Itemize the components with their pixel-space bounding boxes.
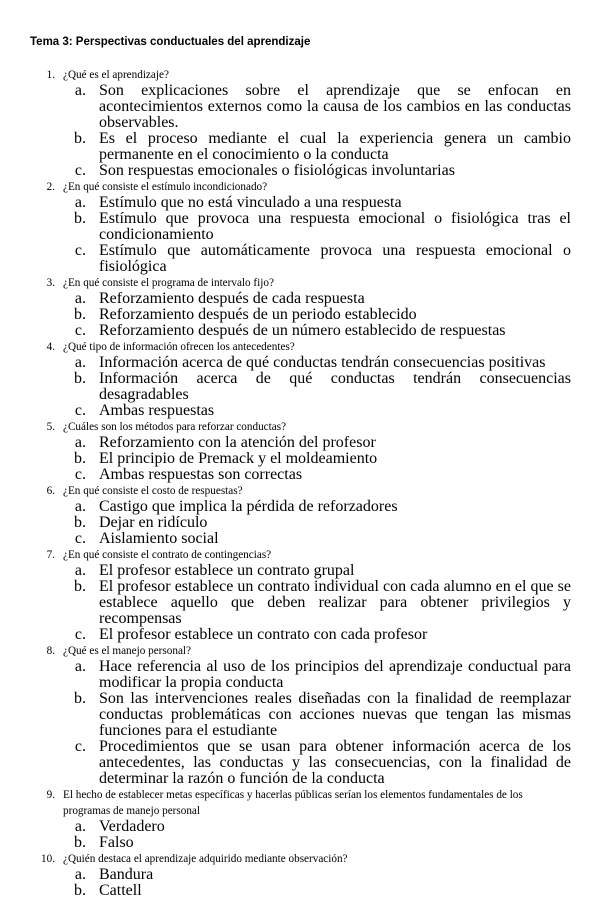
question-text: ¿Qué es el aprendizaje? [63,69,169,81]
question-item [30,419,571,435]
answer-letter: c. [74,402,86,419]
question-number: 6. [46,485,55,497]
answer-text: Son las intervenciones reales diseñadas con la finalidad de reemplazar conductas problemáticas con acciones nuevas que tengan las mismas funciones para el estudiante [99,690,571,739]
answer-text: Reforzamiento después de cada respuesta [99,290,365,307]
question-text: ¿En qué consiste el contrato de contingencias? [63,549,272,561]
answer-option [63,531,571,547]
answer-option [63,691,571,739]
answer-option [63,835,571,851]
answer-letter: a. [74,194,86,211]
answer-text: Ambas respuestas son correctas [99,466,303,483]
answer-letter: c. [74,322,86,339]
question-item [30,547,571,563]
answer-list [30,83,571,179]
answer-text: Estímulo que provoca una respuesta emocional o fisiológica tras el condicionamiento [99,210,571,243]
question-item [30,179,571,195]
answer-letter: b. [74,306,86,323]
answer-text: El principio de Premack y el moldeamiento [99,450,378,467]
answer-option [63,883,571,899]
answer-text: El profesor establece un contrato individual con cada alumno en el que se establece aquello que deben realizar para obtener privilegios y recompensas [99,578,571,627]
question-number: 2. [46,181,55,193]
answer-option [63,291,571,307]
question-text: ¿Qué tipo de información ofrecen los antecedentes? [63,341,295,353]
question-item [30,787,571,819]
answer-text: Estímulo que automáticamente provoca una respuesta emocional o fisiológica [99,242,571,275]
answer-letter: c. [74,626,86,643]
question-text: ¿En qué consiste el programa de intervalo fijo? [63,277,274,289]
answer-option [63,83,571,131]
answer-letter: b. [74,514,86,531]
answer-option [63,211,571,243]
answer-letter: a. [74,658,86,675]
answer-letter: c. [74,242,86,259]
answer-text: Bandura [99,866,154,883]
answer-option [63,307,571,323]
answer-text: Reforzamiento después de un periodo establecido [99,306,417,323]
answer-text: El profesor establece un contrato con cada profesor [99,626,428,643]
answer-letter: c. [74,738,86,755]
answer-option [63,195,571,211]
question-text: ¿En qué consiste el costo de respuestas? [63,485,243,497]
answer-text: Es el proceso mediante el cual la experiencia genera un cambio permanente en el conocimiento o la conducta [99,130,571,163]
question-item [30,275,571,291]
answer-list [30,659,571,787]
answer-option [63,323,571,339]
answer-option [63,563,571,579]
answer-option [63,467,571,483]
answer-text: Procedimientos que se usan para obtener información acerca de los antecedentes, las conductas y las consecuencias, con la finalidad de determinar la razón o función de la conducta [99,738,571,787]
question-text: ¿En qué consiste el estímulo incondicionado? [63,181,268,193]
answer-option [63,499,571,515]
answer-list [30,435,571,483]
question-number: 1. [46,69,55,81]
answer-text: Son explicaciones sobre el aprendizaje que se enfocan en acontecimientos externos como la causa de los cambios en las conductas observables. [99,82,571,131]
answer-text: Ambas respuestas [99,402,215,419]
question-number: 5. [46,421,55,433]
question-item [30,643,571,659]
answer-text: Verdadero [99,818,165,835]
answer-text: Castigo que implica la pérdida de reforzadores [99,498,398,515]
question-number: 10. [41,853,55,865]
answer-text: Hace referencia al uso de los principios del aprendizaje conductual para modificar la propia conducta [99,658,571,691]
question-number: 4. [46,341,55,353]
answer-letter: b. [74,450,86,467]
question-text: ¿Quién destaca el aprendizaje adquirido mediante observación? [63,853,348,865]
answer-letter: c. [74,466,86,483]
answer-list [30,499,571,547]
answer-letter: a. [74,354,86,371]
answer-list [30,819,571,851]
answer-letter: b. [74,130,86,147]
answer-letter: a. [74,818,86,835]
answer-option [63,131,571,163]
answer-text: Falso [99,834,134,851]
question-item [30,483,571,499]
answer-text: Dejar en ridículo [99,514,208,531]
answer-text: Información acerca de qué conductas tendrán consecuencias desagradables [99,370,571,403]
page-title: Tema 3: Perspectivas conductuales del aprendizaje [30,36,311,48]
question-number: 7. [46,549,55,561]
answer-option [63,867,571,883]
answer-option [63,515,571,531]
answer-text: Reforzamiento después de un número establecido de respuestas [99,322,506,339]
question-text: ¿Cuáles son los métodos para reforzar conductas? [63,421,287,433]
answer-text: Estímulo que no está vinculado a una respuesta [99,194,402,211]
answer-option [63,451,571,467]
answer-option [63,371,571,403]
answer-list [30,291,571,339]
answer-letter: a. [74,82,86,99]
answer-list [30,563,571,643]
answer-option [63,435,571,451]
answer-text: Cattell [99,882,142,899]
question-number: 9. [46,789,55,801]
answer-letter: b. [74,834,86,851]
answer-text: El profesor establece un contrato grupal [99,562,355,579]
answer-letter: c. [74,162,86,179]
answer-option [63,403,571,419]
answer-letter: a. [74,498,86,515]
answer-letter: a. [74,562,86,579]
answer-option [63,739,571,787]
answer-text: Información acerca de qué conductas tendrán consecuencias positivas [99,354,546,371]
answer-letter: c. [74,530,86,547]
answer-list [30,867,571,899]
answer-list [30,195,571,275]
answer-option [63,627,571,643]
answer-letter: b. [74,370,86,387]
answer-letter: a. [74,866,86,883]
answer-text: Aislamiento social [99,530,219,547]
answer-letter: b. [74,578,86,595]
question-item [30,851,571,867]
question-text: El hecho de establecer metas específicas y hacerlas públicas serían los elementos fundamentales de los programas de manejo personal [63,789,523,817]
question-list [30,67,571,899]
answer-letter: b. [74,690,86,707]
answer-option [63,819,571,835]
question-item [30,67,571,83]
question-text: ¿Qué es el manejo personal? [63,645,191,657]
question-item [30,339,571,355]
answer-text: Son respuestas emocionales o fisiológicas involuntarias [99,162,455,179]
answer-text: Reforzamiento con la atención del profesor [99,434,376,451]
answer-letter: a. [74,290,86,307]
answer-letter: b. [74,882,86,899]
question-number: 8. [46,645,55,657]
answer-option [63,659,571,691]
answer-letter: b. [74,210,86,227]
answer-option [63,163,571,179]
answer-option [63,243,571,275]
question-number: 3. [46,277,55,289]
answer-list [30,355,571,419]
answer-option [63,355,571,371]
answer-letter: a. [74,434,86,451]
answer-option [63,579,571,627]
